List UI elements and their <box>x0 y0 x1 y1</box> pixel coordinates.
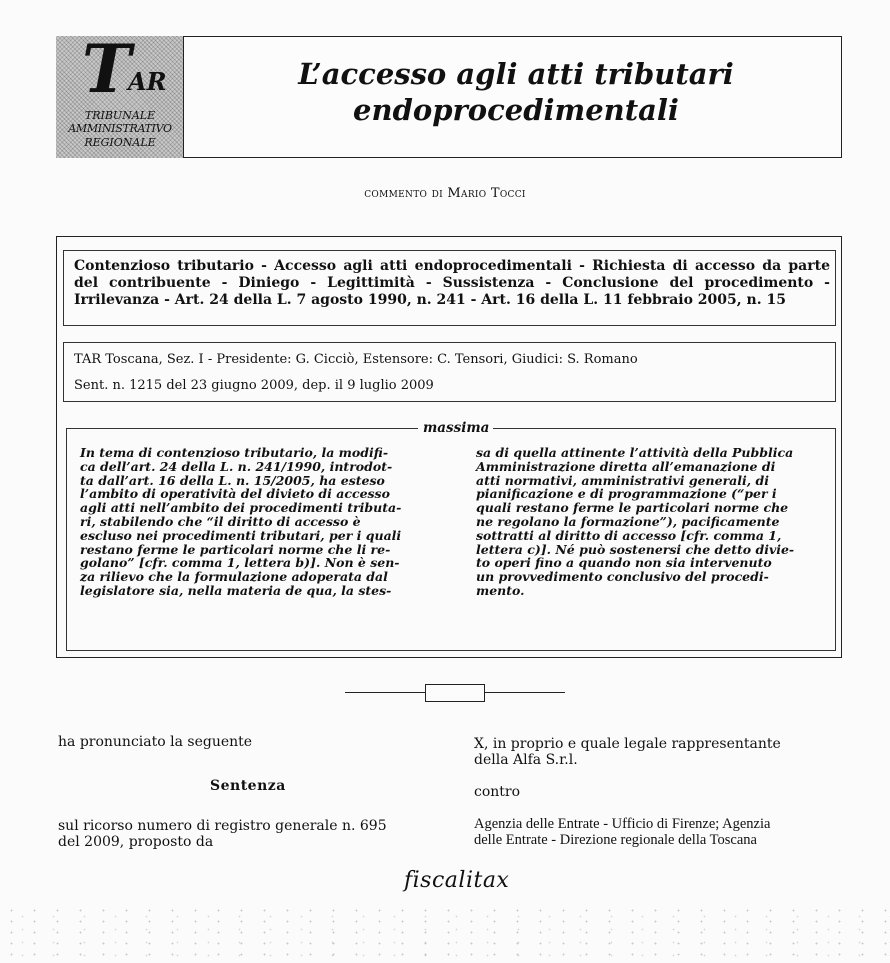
body-intro: ha pronunciato la seguente <box>58 734 253 750</box>
title-line-1: L’accesso agli atti tributari <box>298 57 734 91</box>
title-line-2: endoprocedimentali <box>353 93 679 127</box>
author-byline: commento di Mario Tocci <box>364 186 526 201</box>
court-composition: TAR Toscana, Sez. I - Presidente: G. Cicciò, Estensore: C. Tensori, Giudici: S. Romano <box>74 352 638 367</box>
body-contro: contro <box>474 784 521 800</box>
logo-initial: T <box>82 36 132 108</box>
massima-column-left: In tema di contenzioso tributario, la modifi- ca dell’art. 24 della L. n. 241/1990, introdot- ta dall’art. 16 della L. n. 15/2005, ha esteso l’ambito di operatività del divieto di accesso agli atti nell’ambito dei procedimenti tributa- ri, stabilendo che “il diritto di accesso è escluso nei procedimenti tributari, per i quali restano ferme le particolari norme che li re- golano” [cfr. comma 1, lettera b)]. Non è sen- za rilievo che la formulazione adoperata dal legislatore sia, nella materia de qua, la stes- <box>80 445 402 598</box>
body-ricorrente: X, in proprio e quale legale rappresentante della Alfa S.r.l. <box>474 736 781 768</box>
massima-heading: massima <box>423 420 490 436</box>
scan-noise <box>0 905 890 963</box>
logo-line-3: REGIONALE <box>84 136 156 149</box>
massima-rule-left <box>66 428 418 429</box>
logo-line-2: AMMINISTRATIVO <box>68 122 172 135</box>
fiscalitax-logo: fiscalitax <box>404 868 510 893</box>
massima-rule-right <box>493 428 835 429</box>
ornament-line-left <box>345 692 425 693</box>
massima-frame-left <box>66 428 67 650</box>
massima-frame-bottom <box>66 650 836 651</box>
sentenza-heading: Sentenza <box>210 778 286 794</box>
massima-column-right: sa di quella attinente l’attività della Pubblica Amministrazione diretta all’emanazione di atti normativi, amministrativi generali, di pianificazione e di programmazione (“per i quali restano ferme le particolari norme che ne regolano la formazione”), pacificamente sottratti al diritto di accesso [cfr. comma 1, lettera c)]. Né può sostenersi che detto divie- to operi fino a quando non sia intervenuto un provvedimento conclusivo del procedi- mento. <box>476 445 795 598</box>
logo-line-1: TRIBUNALE <box>84 109 156 122</box>
ornament-line-right <box>485 692 565 693</box>
logo-letters: AR <box>128 67 167 96</box>
subject-keywords: Contenzioso tributario - Accesso agli atti endoprocedimentali - Richiesta di accesso da parte del contribuente - Diniego - Legittimità - Sussistenza - Conclusione del procedimento - Irrilevanza - Art. 24 della L. 7 agosto 1990, n. 241 - Art. 16 della L. 11 febbraio 2005, n. 15 <box>74 258 830 308</box>
article-title <box>190 56 842 128</box>
court-frame <box>63 342 836 402</box>
judgment-reference: Sent. n. 1215 del 23 giugno 2009, dep. il 9 luglio 2009 <box>74 378 434 393</box>
body-ricorso: sul ricorso numero di registro generale n. 695 del 2009, proposto da <box>58 818 387 850</box>
body-resistenti: Agenzia delle Entrate - Ufficio di Firenze; Agenzia delle Entrate - Direzione regionale della Toscana <box>474 816 771 848</box>
massima-frame-right <box>835 428 836 650</box>
tar-logo <box>56 36 184 158</box>
ornament-box <box>425 684 485 702</box>
